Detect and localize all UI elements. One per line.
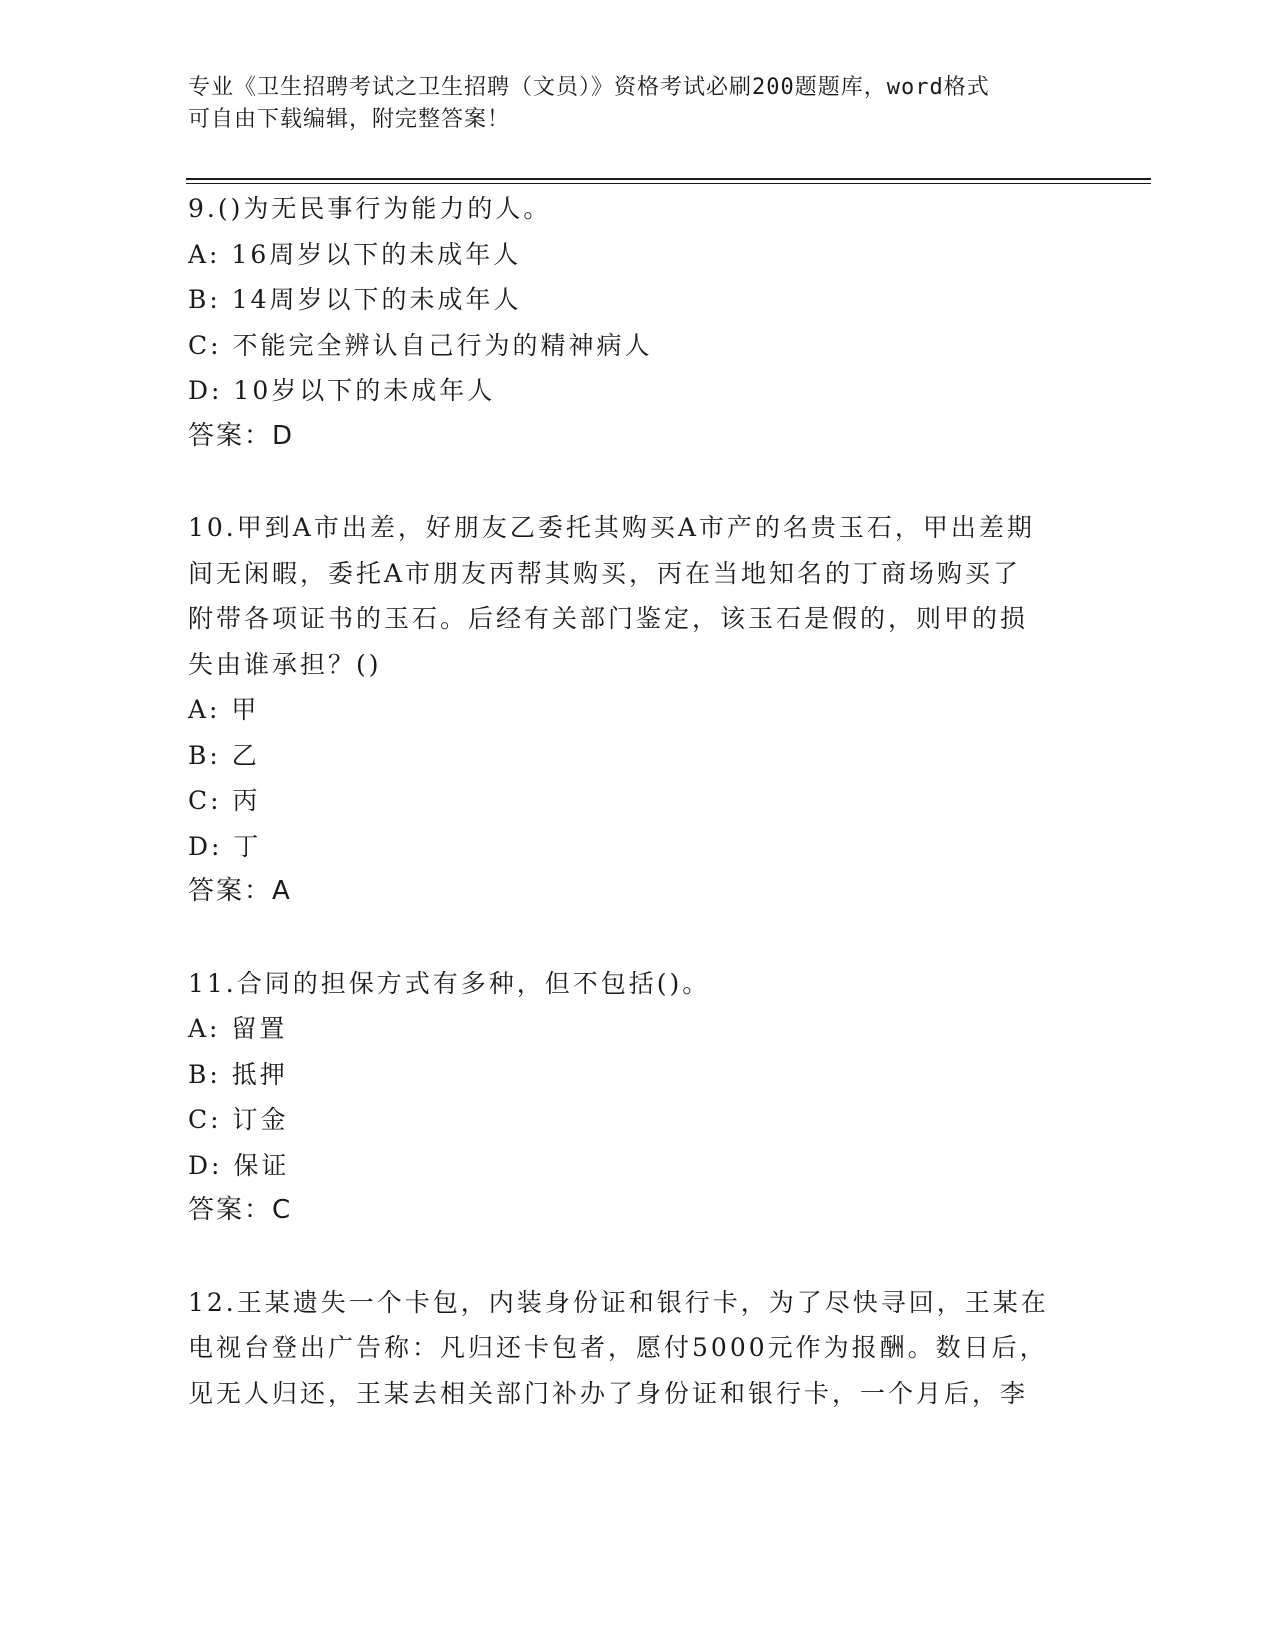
answer-label: 答案：A: [188, 876, 292, 906]
header-divider-thick: [186, 178, 1151, 180]
question-stem-line-2: 电视台登出广告称：凡归还卡包者，愿付5000元作为报酬。数日后，: [188, 1333, 1048, 1362]
answer-label: 答案：D: [188, 420, 295, 451]
option-c: C: 丙: [188, 786, 261, 815]
header-divider-thin: [186, 183, 1151, 184]
question-stem: 9.()为无民事行为能力的人。: [188, 194, 552, 223]
header-line-2: 可自由下载编辑，附完整答案！: [188, 107, 511, 132]
option-c: C: 订金: [188, 1105, 289, 1134]
option-a: A: 16周岁以下的未成年人: [188, 239, 522, 269]
option-d: D: 丁: [188, 831, 262, 861]
question-stem: 11.合同的担保方式有多种，但不包括()。: [188, 968, 711, 998]
question-10: [188, 505, 1088, 915]
question-9: [188, 186, 1088, 459]
question-stem-line-1: 10.甲到A市出差，好朋友乙委托其购买A市产的名贵玉石，甲出差期: [188, 513, 1035, 542]
question-stem-line-2: 间无闲暇，委托A市朋友丙帮其购买，丙在当地知名的丁商场购买了: [188, 558, 1022, 588]
option-d: D: 10岁以下的未成年人: [188, 376, 496, 405]
question-11: [188, 961, 1088, 1234]
question-list: [188, 186, 1088, 1462]
header-line-1: 专业《卫生招聘考试之卫生招聘（文员）》资格考试必刷200题题库，word格式: [188, 75, 990, 100]
option-b: B: 乙: [188, 740, 260, 770]
option-b: B: 14周岁以下的未成年人: [188, 285, 522, 314]
document-header: [188, 72, 1088, 136]
question-12: [188, 1280, 1088, 1417]
option-b: B: 抵押: [188, 1059, 288, 1089]
question-stem-line-3: 见无人归还，王某去相关部门补办了身份证和银行卡，一个月后，李: [188, 1378, 1029, 1408]
question-stem-line-4: 失由谁承担？(): [188, 649, 382, 679]
option-a: A: 留置: [188, 1014, 288, 1043]
option-a: A: 甲: [188, 695, 260, 724]
option-c: C: 不能完全辨认自己行为的精神病人: [188, 330, 653, 360]
option-d: D: 保证: [188, 1150, 290, 1180]
question-stem-line-1: 12.王某遗失一个卡包，内装身份证和银行卡，为了尽快寻回，王某在: [188, 1287, 1049, 1317]
answer-label: 答案：C: [188, 1195, 293, 1225]
question-stem-line-3: 附带各项证书的玉石。后经有关部门鉴定，该玉石是假的，则甲的损: [188, 604, 1029, 633]
